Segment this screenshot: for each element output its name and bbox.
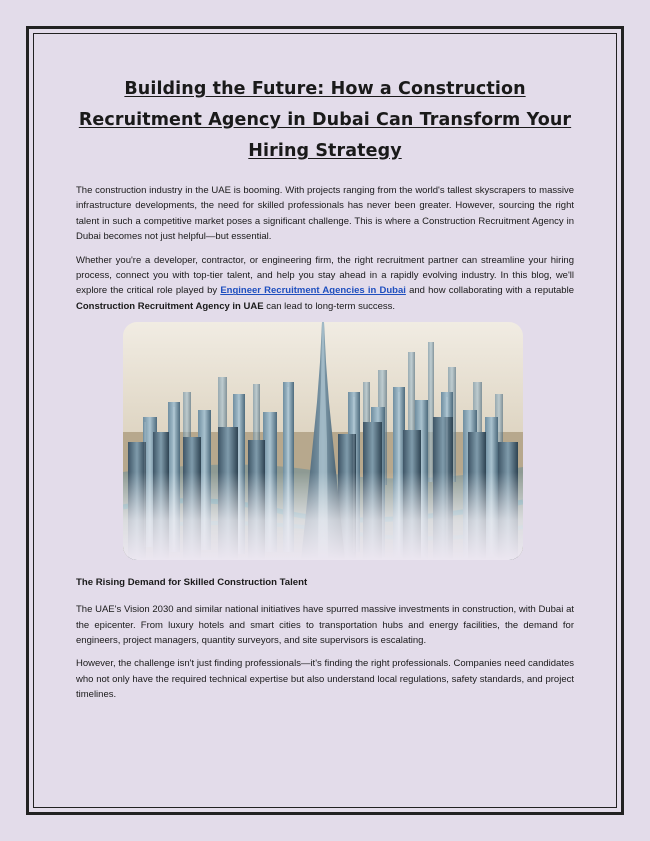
engineer-recruitment-link[interactable]: Engineer Recruitment Agencies in Dubai bbox=[220, 285, 406, 297]
article bbox=[76, 74, 574, 711]
intro-paragraph: The construction industry in the UAE is booming. With projects ranging from the world's tallest skyscrapers to massive infrastructure developments, the need for skilled professionals has never been greater. However, sourcing the right talent in such a competitive market poses a significant challenge. This is where a Construction Recruitment Agency in Dubai becomes not just helpful—but essential. bbox=[76, 185, 574, 243]
article-title: Building the Future: How a Construction Recruitment Agency in Dubai Can Transform Your Hiring Strategy bbox=[78, 79, 572, 161]
section-paragraph-2: However, the challenge isn't just finding professionals—it's finding the right professionals. Companies need candidates who not only have the required technical expertise but also understand local regulations, safety standards, and project timelines. bbox=[76, 658, 574, 701]
second-paragraph bbox=[76, 253, 574, 315]
section-paragraph-1: The UAE's Vision 2030 and similar national initiatives have spurred massive investments in construction, with Dubai at the epicenter. From luxury hotels and smart cities to transportation hubs and energy facilities, the demand for engineers, project managers, quantity surveyors, and site supervisors is escalating. bbox=[76, 604, 574, 647]
bold-phrase: Construction Recruitment Agency in UAE bbox=[76, 300, 264, 312]
dubai-skyline-image bbox=[123, 322, 523, 560]
paragraph-text: Whether you're a developer, contractor, or engineering firm, the right recruitment partner can streamline your hiring process, connect you with top-tier talent, and help you stay ahead in a rapidly evolving industry. In this blog, we'll explore the critical role played by bbox=[76, 254, 574, 297]
paragraph-text: can lead to long-term success. bbox=[263, 300, 396, 312]
paragraph-text: and how collaborating with a reputable bbox=[405, 285, 574, 297]
section-heading: The Rising Demand for Skilled Construction Talent bbox=[76, 577, 308, 589]
